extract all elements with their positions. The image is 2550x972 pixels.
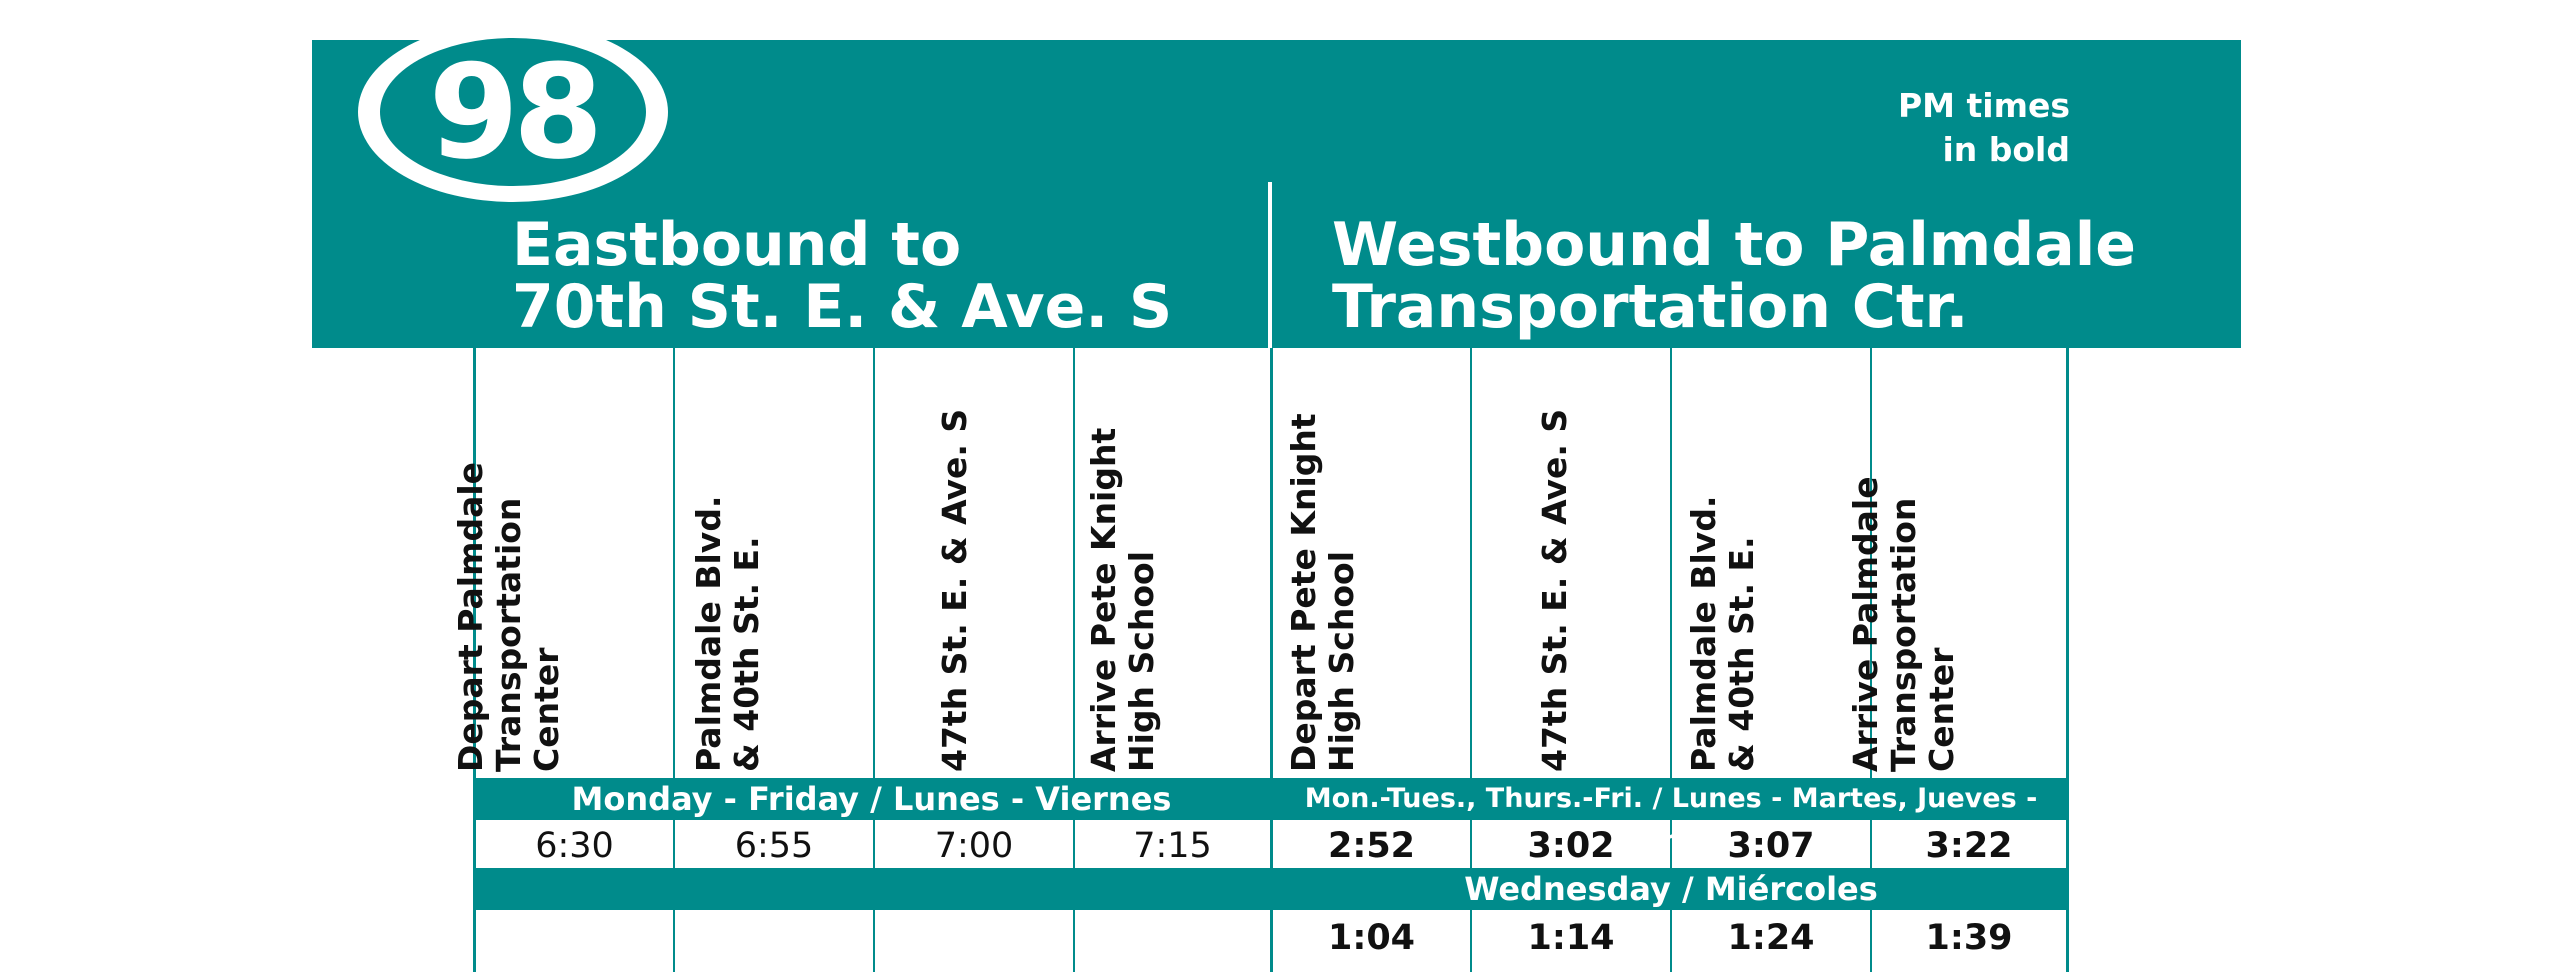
westbound-title: Westbound to Palmdale Transportation Ctr.	[1332, 210, 2136, 342]
time-cell: 3:22	[1925, 826, 2013, 866]
eastbound-stop-header	[689, 348, 850, 772]
stop-label: Arrive Palmdale Transportation Center	[1846, 476, 1961, 772]
westbound-stop-header	[1535, 348, 1658, 772]
time-cell: 7:15	[1133, 826, 1212, 866]
stop-label: Depart Pete Knight High School	[1284, 413, 1361, 772]
westbound-service-band: Mon.-Tues., Thurs.-Fri. / Lunes - Martes, Jueves - Viernes	[1273, 778, 2069, 820]
pm-times-note: PM times in bold	[1897, 86, 2070, 169]
time-cell: 7:00	[934, 826, 1014, 866]
stop-label: Palmdale Blvd. & 40th St. E.	[1684, 495, 1761, 772]
stop-label: Arrive Pete Knight High School	[1084, 427, 1161, 772]
time-cell: 1:24	[1727, 918, 1815, 958]
time-cell: 1:14	[1527, 918, 1615, 958]
westbound-stop-header	[1846, 348, 2045, 772]
eastbound-stop-header	[1084, 348, 1245, 772]
time-cell: 3:07	[1727, 826, 1815, 866]
westbound-stop-header	[1284, 348, 1445, 772]
eastbound-stop-header	[935, 348, 1058, 772]
stop-label: 47th St. E. & Ave. S	[935, 408, 974, 772]
stop-label: Palmdale Blvd. & 40th St. E.	[689, 495, 766, 772]
wednesday-band: Wednesday / Miércoles	[1464, 870, 1878, 908]
eastbound-service-band: Monday - Friday / Lunes - Viernes	[473, 778, 1270, 820]
time-cell: 6:30	[535, 826, 614, 866]
eastbound-stop-header	[451, 348, 650, 772]
time-cell: 1:04	[1327, 918, 1416, 958]
route-number: 98	[380, 38, 646, 186]
time-cell: 6:55	[734, 826, 814, 866]
time-cell: 3:02	[1527, 826, 1615, 866]
time-cell: 2:52	[1327, 826, 1416, 866]
stop-label: Depart Palmdale Transportation Center	[451, 461, 566, 772]
header-divider	[1268, 182, 1272, 348]
stop-label: 47th St. E. & Ave. S	[1535, 408, 1574, 772]
time-cell: 1:39	[1925, 918, 2013, 958]
eastbound-title: Eastbound to 70th St. E. & Ave. S	[512, 210, 1173, 342]
westbound-stop-header	[1684, 348, 1845, 772]
